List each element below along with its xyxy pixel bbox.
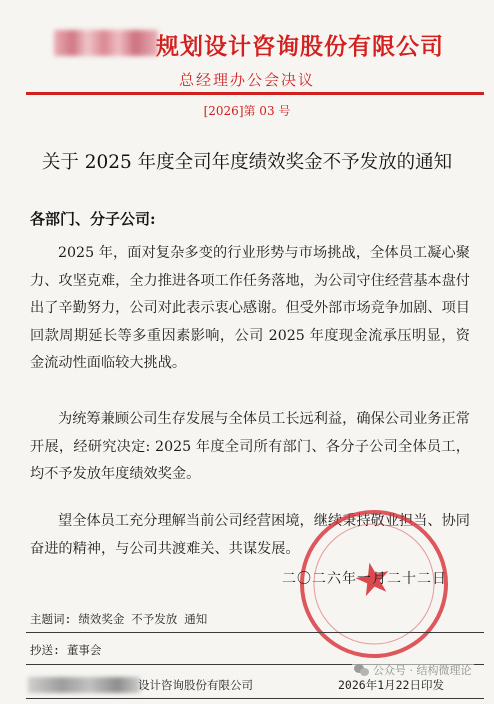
red-star-icon: ★ bbox=[348, 550, 398, 609]
footer-divider bbox=[26, 632, 484, 633]
cc-line: 抄送: 董事会 bbox=[30, 643, 102, 657]
document-title: 关于 2025 年度全司年度绩效奖金不予发放的通知 bbox=[41, 152, 453, 173]
paragraph-3-text: 望全体员工充分理解当前公司经营困境，继续秉持敬业担当、协同奋进的精神，与公司共渡难关、共谋发展。 bbox=[30, 513, 470, 557]
paragraph-1-text: 2025 年，面对复杂多变的行业形势与市场挑战，全体员工凝心聚力、攻坚克难，全力推进各项工作任务落地，为公司守住经营基本盘付出了辛勤努力，公司对此表示衷心感谢。但受外部市场竞争加剧、项目回款周期延长等多重因素影响，公司 2025 年度现金流承压明显，资金流动性面临较大挑战。 bbox=[30, 245, 470, 371]
signature-date: 二〇二六年一月二十二日 bbox=[282, 571, 447, 587]
company-header bbox=[0, 22, 494, 58]
issue-date: 2026年1月22日印发 bbox=[338, 678, 444, 692]
redacted-company-prefix bbox=[54, 30, 158, 56]
office-title: 总经理办公会决议 bbox=[178, 71, 315, 89]
salutation: 各部门、分子公司: bbox=[30, 210, 156, 228]
footer-divider bbox=[26, 698, 484, 699]
header-divider bbox=[26, 92, 484, 95]
wechat-icon bbox=[354, 664, 369, 677]
paragraph-2 bbox=[30, 406, 470, 489]
redacted-issuer bbox=[28, 677, 140, 693]
company-name: 规划设计咨询股份有限公司 bbox=[156, 33, 444, 60]
paragraph-2-text: 为统筹兼顾公司生存发展与全体员工长远利益，确保公司业务正常开展，经研究决定: 2025 年度全司所有部门、各分子公司全体员工，均不予发放年度绩效奖金。 bbox=[30, 411, 470, 482]
watermark bbox=[352, 662, 474, 678]
issuer-name: 设计咨询股份有限公司 bbox=[138, 678, 253, 692]
document-number: [2026]第 03 号 bbox=[203, 104, 291, 118]
subject-words: 主题词: 绩效奖金 不予发放 通知 bbox=[30, 612, 208, 626]
paragraph-1 bbox=[30, 240, 470, 378]
watermark-text: 公众号 · 结构微理论 bbox=[373, 664, 472, 677]
